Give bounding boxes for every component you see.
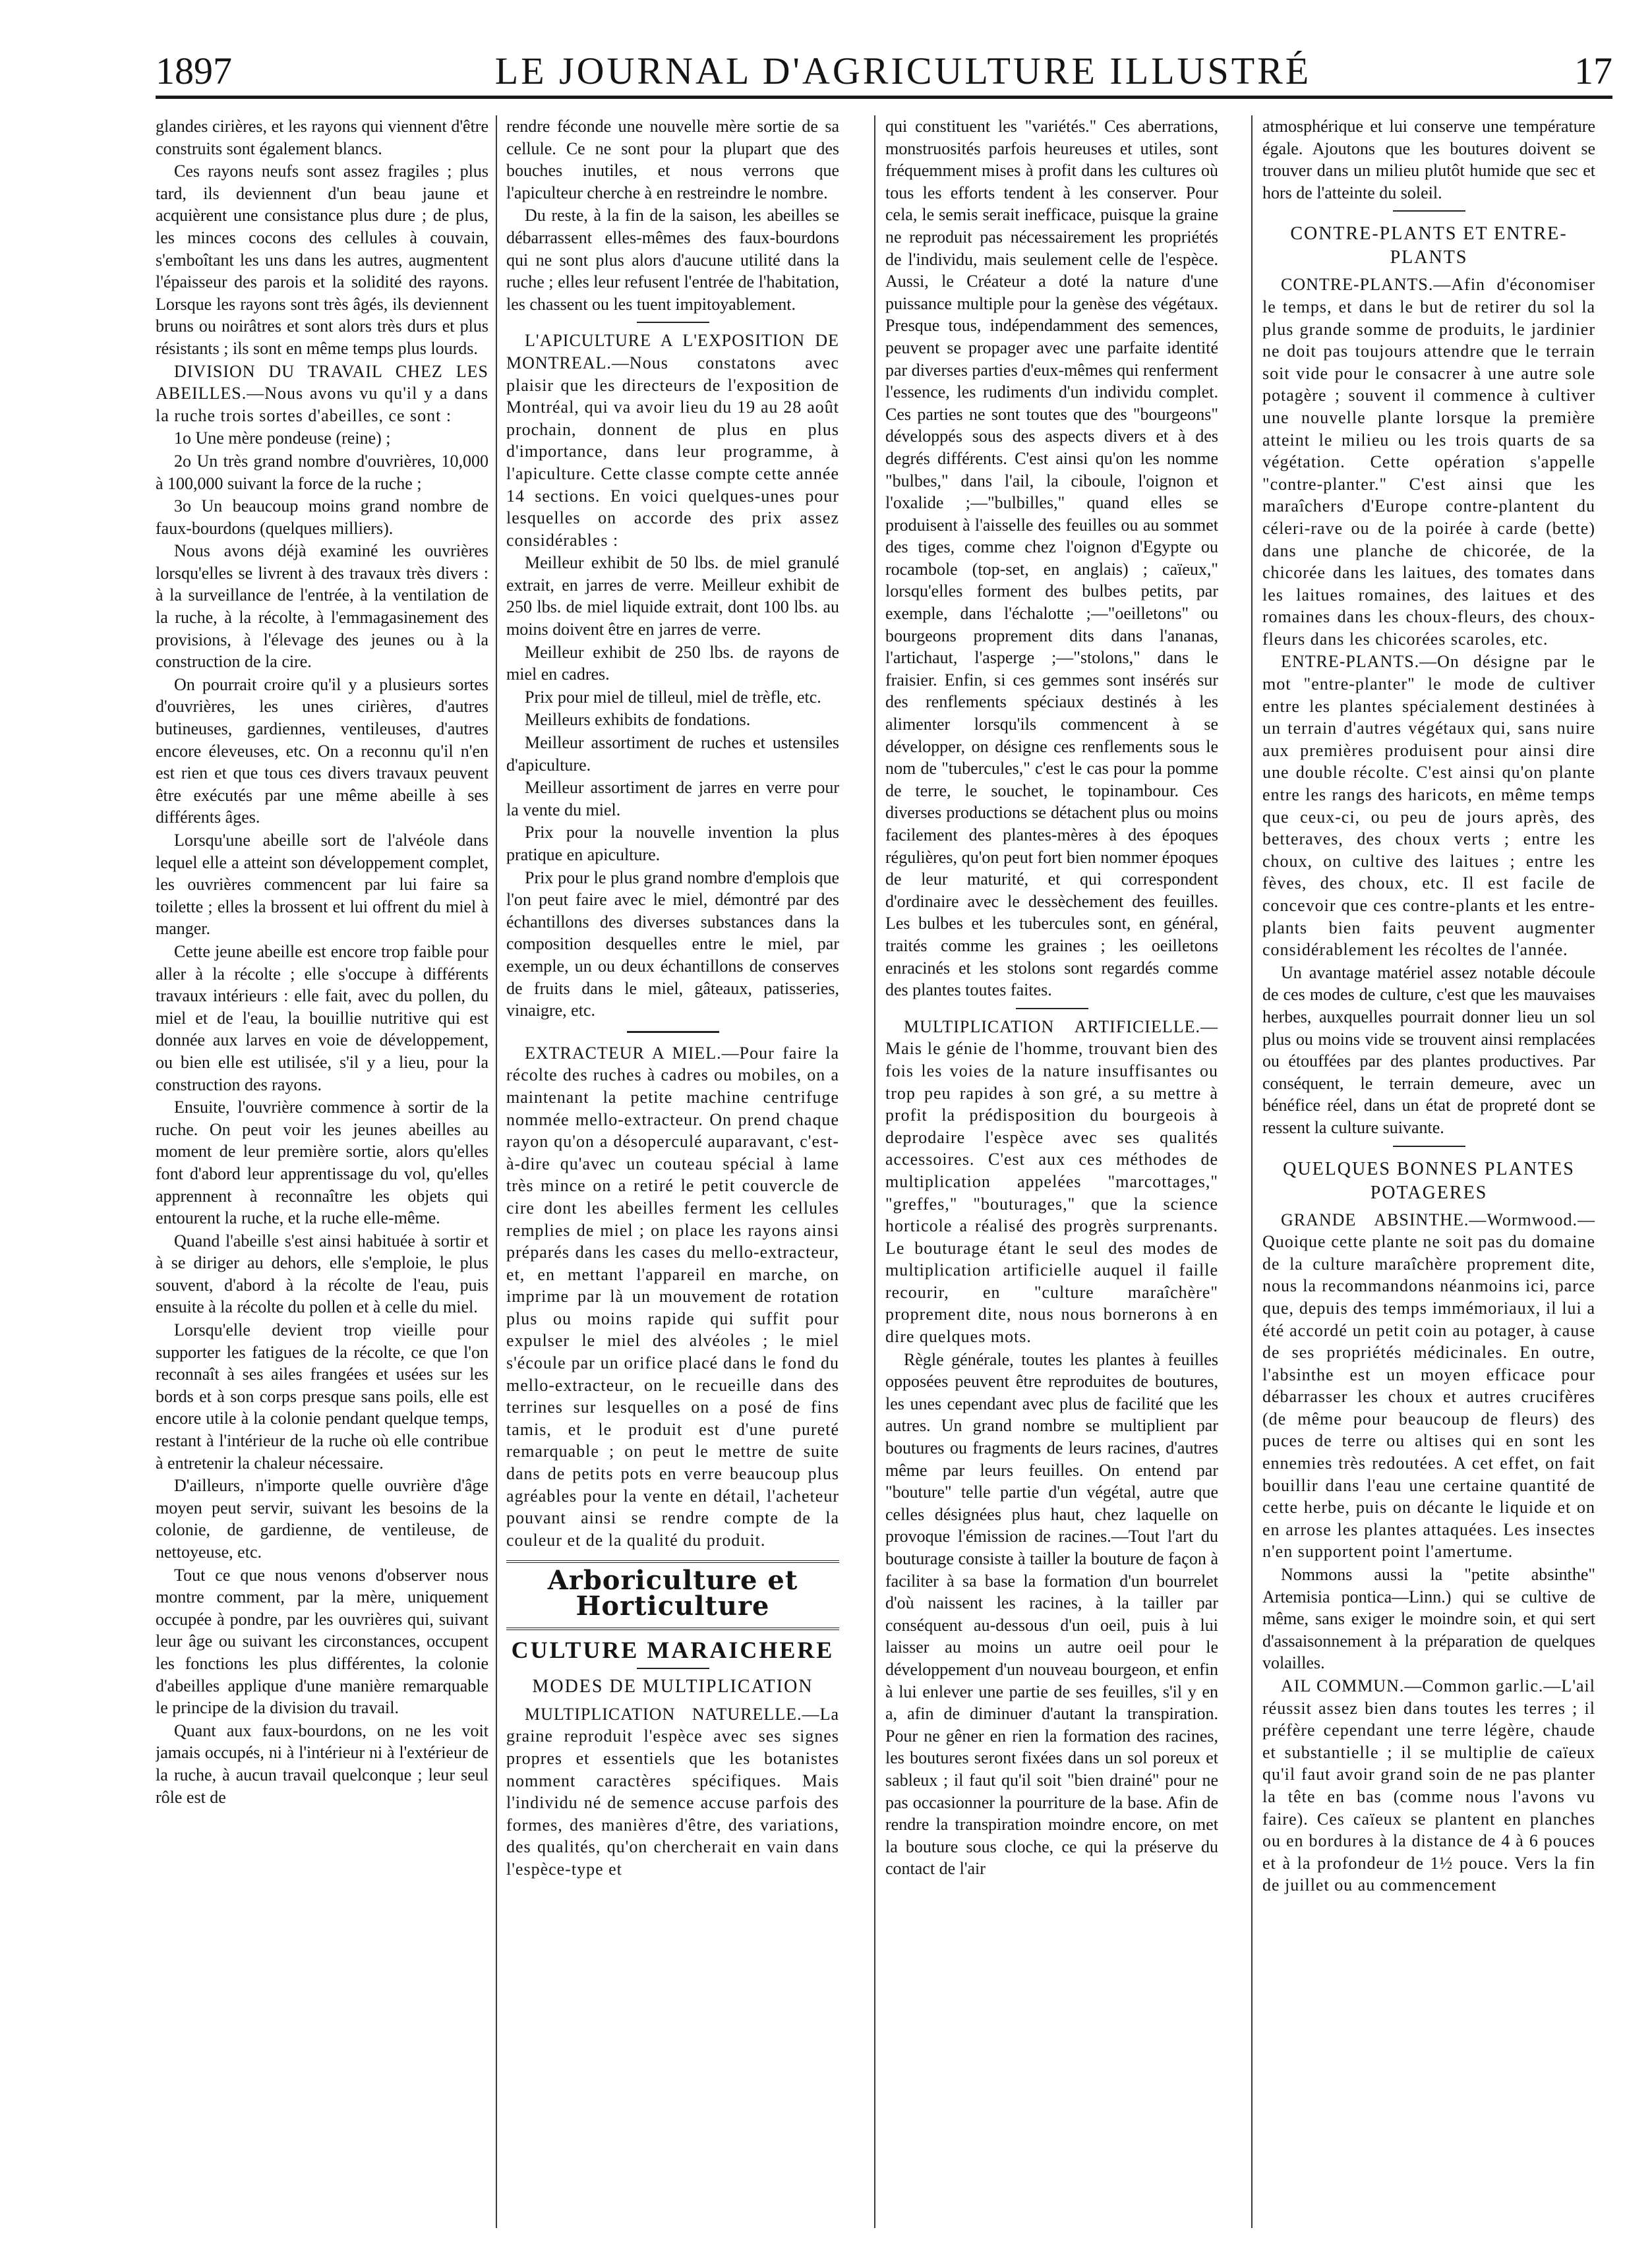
paragraph: Tout ce que nous venons d'observer nous montre comment, par la mère, uniquement occupée à pondre, par les ouvrières qui, suivant leur âge ou suivant les circonstances, occupent les fonctions les plus différentes, la colonie d'abeilles applique d'une manière remarquable le principe de la division du travail.: [156, 1565, 488, 1718]
paragraph: On pourrait croire qu'il y a plusieurs sortes d'ouvrières, les unes cirières, d'autres butineuses, gardiennes, ventileuses, d'autres encore éleveuses, etc. On a reconnu qu'il n'en est rien et que tous ces divers travaux peuvent être exécutés par une même abeille à ses différents âges.: [156, 674, 488, 827]
paragraph: glandes cirières, et les rayons qui viennent d'être construits sont également blancs.: [156, 117, 488, 158]
list-item: 1o Une mère pondeuse (reine) ;: [174, 428, 391, 448]
paragraph: Ensuite, l'ouvrière commence à sortir de la ruche. On peut voir les jeunes abeilles au moment de leur première sortie, alors qu'elles font d'abord leur apprentissage du vol, qu'elles apprennent à reconnaître les objets qui entourent la ruche, et la ruche elle-même.: [156, 1098, 488, 1228]
list-item: Meilleurs exhibits de fondations.: [525, 710, 751, 730]
masthead: [156, 33, 1612, 99]
paragraph: Nommons aussi la "petite absinthe" Artemisia pontica—Linn.) qui se cultive de même, sans exiger le moindre soin, et qui sert d'assaisonnement à la préparation de quelques volailles.: [1262, 1565, 1595, 1673]
paragraph: Lorsqu'elle devient trop vieille pour supporter les fatigues de la récolte, ce que l'on reconnaît à ses ailes frangées et usées sur les bords et à son corps presque sans poils, elle est encore utile à la colonie pendant quelque temps, restant à l'intérieur de la ruche où elle contribue à entretenir la chaleur nécessaire.: [156, 1320, 488, 1473]
column-4: [1262, 115, 1595, 2228]
list-item: Meilleur assortiment de jarres en verre pour la vente du miel.: [506, 778, 839, 819]
paragraph: D'ailleurs, n'importe quelle ouvrière d'âge moyen peut servir, suivant les besoins de la colonie, de gardienne, de ventileuse, de nettoyeuse, etc.: [156, 1476, 488, 1562]
list-item: 3o Un beaucoup moins grand nombre de faux-bourdons (quelques milliers).: [156, 496, 488, 538]
journal-title: LE JOURNAL D'AGRICULTURE ILLUSTRÉ: [494, 49, 1312, 92]
section-multiplication-artificielle: MULTIPLICATION ARTIFICIELLE.—Mais le génie de l'homme, trouvant bien des fois les voies de la nature insuffisantes ou trop peu rapides à son gré, a su mettre à profit la prédisposition du bourgeois à deprodaire l'espèce avec ses qualités accessoires. C'est aux ces méthodes de multiplication appelées "marcottages," "greffes," "bouturages," que la science horticole a réalisé des progrès surprenants. Le bouturage étant le seul des modes de multiplication artificielle auquel il faille recourir, en "culture maraîchère" proprement dite, nous nous bornerons à en dire quelques mots.: [885, 1016, 1218, 1347]
section-contre-plants: CONTRE-PLANTS.—Afin d'économiser le temps, et dans le but de retirer du sol la plus grande somme de produits, le jardinier ne doit pas toujours attendre que le terrain soit vide pour le consacrer à une autre sole potagère ; souvent il commence à cultiver une nouvelle plante lorsque la première atteint le milieu ou les trois quarts de sa végétation. Cette opération s'appelle "contre-planter." C'est ainsi que les maraîchers d'Europe contre-plantent du céleri-rave ou de la poirée à carde (bette) dans une planche de chicorée, de la chicorée dans les laitues, des tomates dans les laitues romaines, des laitues et des romaines dans les choux-fleurs, des choux-fleurs dans les chicorées scaroles, etc.: [1262, 275, 1595, 649]
divider: [637, 1668, 709, 1669]
section-grande-absinthe: GRANDE ABSINTHE.—Wormwood.—Quoique cette plante ne soit pas du domaine de la culture maraîchère proprement dite, nous la recommandons néanmoins ici, parce que, depuis des temps immémoriaux, il lui a été accordé un petit coin au potager, à cause de ses propriétés médicinales. En outre, l'absinthe est un moyen efficace pour débarrasser les choux et autres crucifères (de même pour beaucoup de fleurs) des puces de terre ou altises qui en sont les ennemies très redoutées. A cet effet, on fait bouillir dans l'eau une certaine quantité de cette herbe, puis on décante le liquide et on en arrose les plantes attaquées. Les insectes n'en supportent point l'amertume.: [1262, 1210, 1595, 1562]
issue-year: 1897: [156, 49, 232, 92]
paragraph: Quand l'abeille s'est ainsi habituée à sortir et à se diriger au dehors, elle s'emploie, le plus souvent, d'abord à la récolte de l'eau, puis ensuite à la récolte du pollen et à celle du miel.: [156, 1231, 488, 1317]
page-number: 17: [1574, 49, 1612, 92]
section-division-du-travail: DIVISION DU TRAVAIL CHEZ LES ABEILLES.—Nous avons vu qu'il y a dans la ruche trois sortes d'abeilles, ce sont :: [156, 361, 488, 425]
paragraph: Quant aux faux-bourdons, on ne les voit jamais occupés, ni à l'intérieur ni à l'extérieur de la ruche, à aucun travail quelconque ; leur seul rôle est de: [156, 1720, 488, 1807]
list-item: 2o Un très grand nombre d'ouvrières, 10,000 à 100,000 suivant la force de la ruche ;: [156, 451, 488, 493]
heading-contre-plants: CONTRE-PLANTS ET ENTRE-PLANTS: [1290, 223, 1568, 268]
column-3: [885, 115, 1218, 2228]
column-rule: [874, 115, 875, 2228]
paragraph: Règle générale, toutes les plantes à feuilles opposées peuvent être reproduites de boutures, les unes cependant avec plus de facilité que les autres. Un grand nombre se multiplient par boutures ou fragments de leurs racines, d'autres même par leurs feuilles. On entend par "bouture" telle partie d'un végétal, autre que celles désignées plus haut, chez laquelle on provoque l'émission de racines.—Tout l'art du bouturage consiste à tailler la bouture de façon à faciliter à sa base la formation d'un bourrelet d'où naissent les racines, à la tailler par conséquent au-dessous d'un oeil, puis à lui laisser au moins un autre oeil pour le développement d'un nouveau bourgeon, et enfin à lui enlever une partie de ses feuilles, s'il y en a, afin de diminuer d'autant la transpiration. Pour ne gêner en rien la formation des racines, les boutures seront fixées dans un sol poreux et sableux ; il faut qu'il soit "bien drainé" pour ne pas occasionner la pourriture de la base. Afin de rendre la transpiration moindre encore, on met la bouture sous cloche, ce qui la préserve du contact de l'air: [885, 1349, 1218, 1879]
paragraph: atmosphérique et lui conserve une température égale. Ajoutons que les boutures doivent se trouver dans un milieu plutôt humide que sec et hors de l'atteinte du soleil.: [1262, 117, 1595, 202]
paragraph: Un avantage matériel assez notable découle de ces modes de culture, c'est que les mauvaises herbes, auxquelles pourrait donner lieu un sol plus ou moins vide se trouvent ainsi remplacées ou étouffées par des plantes productives. Par conséquent, le terrain demeure, avec un bénéfice réel, dans un état de propreté dont se ressent la culture suivante.: [1262, 962, 1595, 1137]
divider: [637, 322, 709, 323]
list-item: Meilleur exhibit de 50 lbs. de miel granulé extrait, en jarres de verre. Meilleur exhibit de 250 lbs. de miel liquide extrait, dont 100 lbs. au moins doivent être en jarres de verre.: [506, 553, 839, 639]
paragraph: qui constituent les "variétés." Ces aberrations, monstruosités parfois heureuses et utiles, sont fréquemment mises à profit dans les cultures où tous les efforts tendent à les conserver. Pour cela, le semis serait inefficace, puisque la graine ne reproduit pas nécessairement les propriétés de l'individu, mais seulement celle de l'espèce. Aussi, le Créateur a doté la nature d'une puissance multiple pour la genèse des végétaux. Presque tous, indépendamment des semences, peuvent se propager avec une parfaite identité par diverses parties d'eux-mêmes qui renferment l'essence, les rudiments d'un individu complet. Ces parties ne sont toutes que des "bourgeons" développés sous des aspects divers et à des degrés différents. C'est ainsi qu'on les nomme "bulbes," dans l'ail, la ciboule, l'oignon et l'oxalide ;—"bulbilles," quand elles se produisent à l'aisselle des feuilles ou au sommet des tiges, comme chez l'oignon d'Egypte ou rocambole (top-set, en anglais) ; caïeux," lorsqu'elles forment des bulbes petits, par exemple, dans l'échalotte ;—"oeilletons" ou bourgeons proprement dits dans l'ananas, l'artichaut, l'asperge ;—"stolons," dans le fraisier. Enfin, si ces gemmes sont insérés sur des renflements spéciaux destinés à les alimenter lorsqu'ils commencent à se développer, on désigne ces renflements sous le nom de "tubercules," c'est le cas pour la pomme de terre, le souchet, le topinambour. Ces diverses productions se détachent plus ou moins facilement des plantes-mères à des époques régulières, qu'on peut fort bien nommer époques de leur maturité, et qui correspondent d'ordinaire avec le dessèchement des feuilles. Les bulbes et les tubercules sont, en général, traités comme les graines ; les oeilletons enracinés et les stolons sont regardés comme des plantes toutes faites.: [885, 117, 1218, 1000]
section-ail-commun: AIL COMMUN.—Common garlic.—L'ail réussit assez bien dans toutes les terres ; il préfère cependant une terre légère, chaude et substantielle ; il se multiplie de caïeux qu'il faut avoir grand soin de ne pas planter la tête en bas (comme nous l'avons vu faire). Ces caïeux se plantent en planches ou en bordures à la distance de 4 à 6 pouces et à la profondeur de 1½ pouce. Vers la fin de juillet ou au commencement: [1262, 1676, 1595, 1895]
section-multiplication-naturelle: MULTIPLICATION NATURELLE.—La graine reproduit l'espèce avec ses signes propres et essentiels que les botanistes nomment caractères spécifiques. Mais l'individu né de semence accuse parfois des formes, des manières d'être, des variations, des qualités, qu'on chercherait en vain dans l'espèce-type et: [506, 1704, 839, 1879]
section-banner-arboriculture: [506, 1560, 839, 1630]
column-1: [156, 115, 488, 2228]
paragraph: Nous avons déjà examiné les ouvrières lorsqu'elles se livrent à des travaux très divers : à la surveillance de l'entrée, à la ventilation de la ruche, à la récolte, à l'emmagasinement des provisions, à l'élevage des jeunes ou à la construction de la cire.: [156, 541, 488, 672]
banner-title: Arboriculture et Horticulture: [547, 1565, 798, 1622]
divider: [1393, 1146, 1465, 1147]
paragraph: rendre féconde une nouvelle mère sortie de sa cellule. Ce ne sont pour la plupart que des bouches inutiles, et nous verrons que l'apiculteur cherche à en restreindre le nombre.: [506, 117, 839, 202]
section-entre-plants: ENTRE-PLANTS.—On désigne par le mot "entre-planter" le mode de cultiver entre les plantes spécialement destinées à un terrain d'autres végétaux qui, sans nuire aux premières produisent pour ainsi dire une double récolte. C'est ainsi qu'on plante entre les rangs des haricots, en même temps que ceux-ci, ou peu de jours après, des betteraves, des choux verts ; entre les choux, on cultive des laitues ; entre les fèves, des choux, etc. Il est facile de concevoir que ces contre-plants et les entre-plants bien faits peuvent augmenter considérablement les récoltes de l'année.: [1262, 652, 1595, 960]
paragraph: Du reste, à la fin de la saison, les abeilles se débarrassent elles-mêmes des faux-bourdons qui ne sont plus alors d'aucune utilité dans la ruche ; elles leur refusent l'entrée de l'habitation, les chassent ou les tuent impitoyablement.: [506, 206, 839, 314]
section-apiculture-exposition: L'APICULTURE A L'EXPOSITION DE MONTREAL.—Nous constatons avec plaisir que les directeurs de l'exposition de Montréal, qui va avoir lieu du 19 au 28 août prochain, donnent de plus en plus d'importance, dans leur programme, à l'apiculture. Cette classe compte cette année 14 sections. En voici quelques-unes pour lesquelles on accorde des prix assez considérables :: [506, 331, 839, 550]
list-item: Prix pour miel de tilleul, miel de trèfle, etc.: [525, 687, 821, 707]
paragraph: Cette jeune abeille est encore trop faible pour aller à la récolte ; elle s'occupe à différents travaux intérieurs : elle fait, avec du pollen, du miel et de l'eau, la bouillie nutritive qui est donnée aux larves en voie de développement, ou bien elle est utilisée, s'il y a lieu, pour la construction des rayons.: [156, 941, 488, 1094]
list-item: Prix pour la nouvelle invention la plus pratique en apiculture.: [506, 823, 839, 864]
section-extracteur-a-miel: EXTRACTEUR A MIEL.—Pour faire la récolte des ruches à cadres ou mobiles, on a maintenant la petite machine centrifuge nommée mello-extracteur. On prend chaque rayon qu'on a désoperculé auparavant, c'est-à-dire qu'avec un couteau spécial à lame très mince on a retiré le petit couvercle de cire dont les abeilles ferment les cellules remplies de miel ; on place les rayons ainsi préparés dans les cases du mello-extracteur, et, en mettant l'appareil en marche, on imprime par là un mouvement de rotation plus ou moins rapide qui suffit pour expulser le miel des alvéoles ; le miel s'écoule par un orifice placé dans le fond du mello-extracteur, on le recueille dans des terrines sur lesquelles on a posé de fins tamis, et le produit est d'une pureté remarquable ; on peut le mettre de suite dans de petits pots en verre beaucoup plus agréables pour la vente en détail, l'acheteur pouvant ainsi se rendre compte de la couleur et de la qualité du produit.: [506, 1043, 839, 1550]
heading-modes-de-multiplication: MODES DE MULTIPLICATION: [532, 1676, 813, 1697]
paragraph: Lorsqu'une abeille sort de l'alvéole dans lequel elle a atteint son développement complet, les ouvrières commencent par lui faire sa toilette ; elles la brossent et lui offrent du miel à manger.: [156, 831, 488, 939]
divider: [1016, 1008, 1088, 1009]
heading-bonnes-plantes-potageres: QUELQUES BONNES PLANTES POTAGERES: [1283, 1158, 1575, 1203]
list-item: Prix pour le plus grand nombre d'emplois que l'on peut faire avec le miel, démontré par des échantillons des diverses substances dans la composition desquelles entre le miel, par exemple, un ou deux échantillons de conserves de fruits dans le miel, gâteaux, patisseries, vinaigre, etc.: [506, 867, 839, 1020]
column-rule: [496, 115, 497, 2228]
paragraph: Ces rayons neufs sont assez fragiles ; plus tard, ils deviennent d'un beau jaune et acquièrent une consistance plus dure ; de plus, les minces cocons des cellules à couvain, s'emboîtant les uns dans les autres, augmentent l'épaisseur des parois et la solidité des rayons. Lorsque les rayons sont très âgés, ils deviennent bruns ou noirâtres et sont alors très durs et plus résistants ; ils sont en même temps plus lourds.: [156, 162, 488, 358]
column-rule: [1251, 115, 1253, 2228]
heading-culture-maraichere: CULTURE MARAICHERE: [511, 1636, 835, 1663]
divider: [627, 1031, 719, 1033]
column-2: [506, 115, 839, 2228]
list-item: Meilleur assortiment de ruches et ustensiles d'apiculture.: [506, 733, 839, 775]
list-item: Meilleur exhibit de 250 lbs. de rayons de miel en cadres.: [506, 642, 839, 684]
divider: [1393, 210, 1465, 212]
